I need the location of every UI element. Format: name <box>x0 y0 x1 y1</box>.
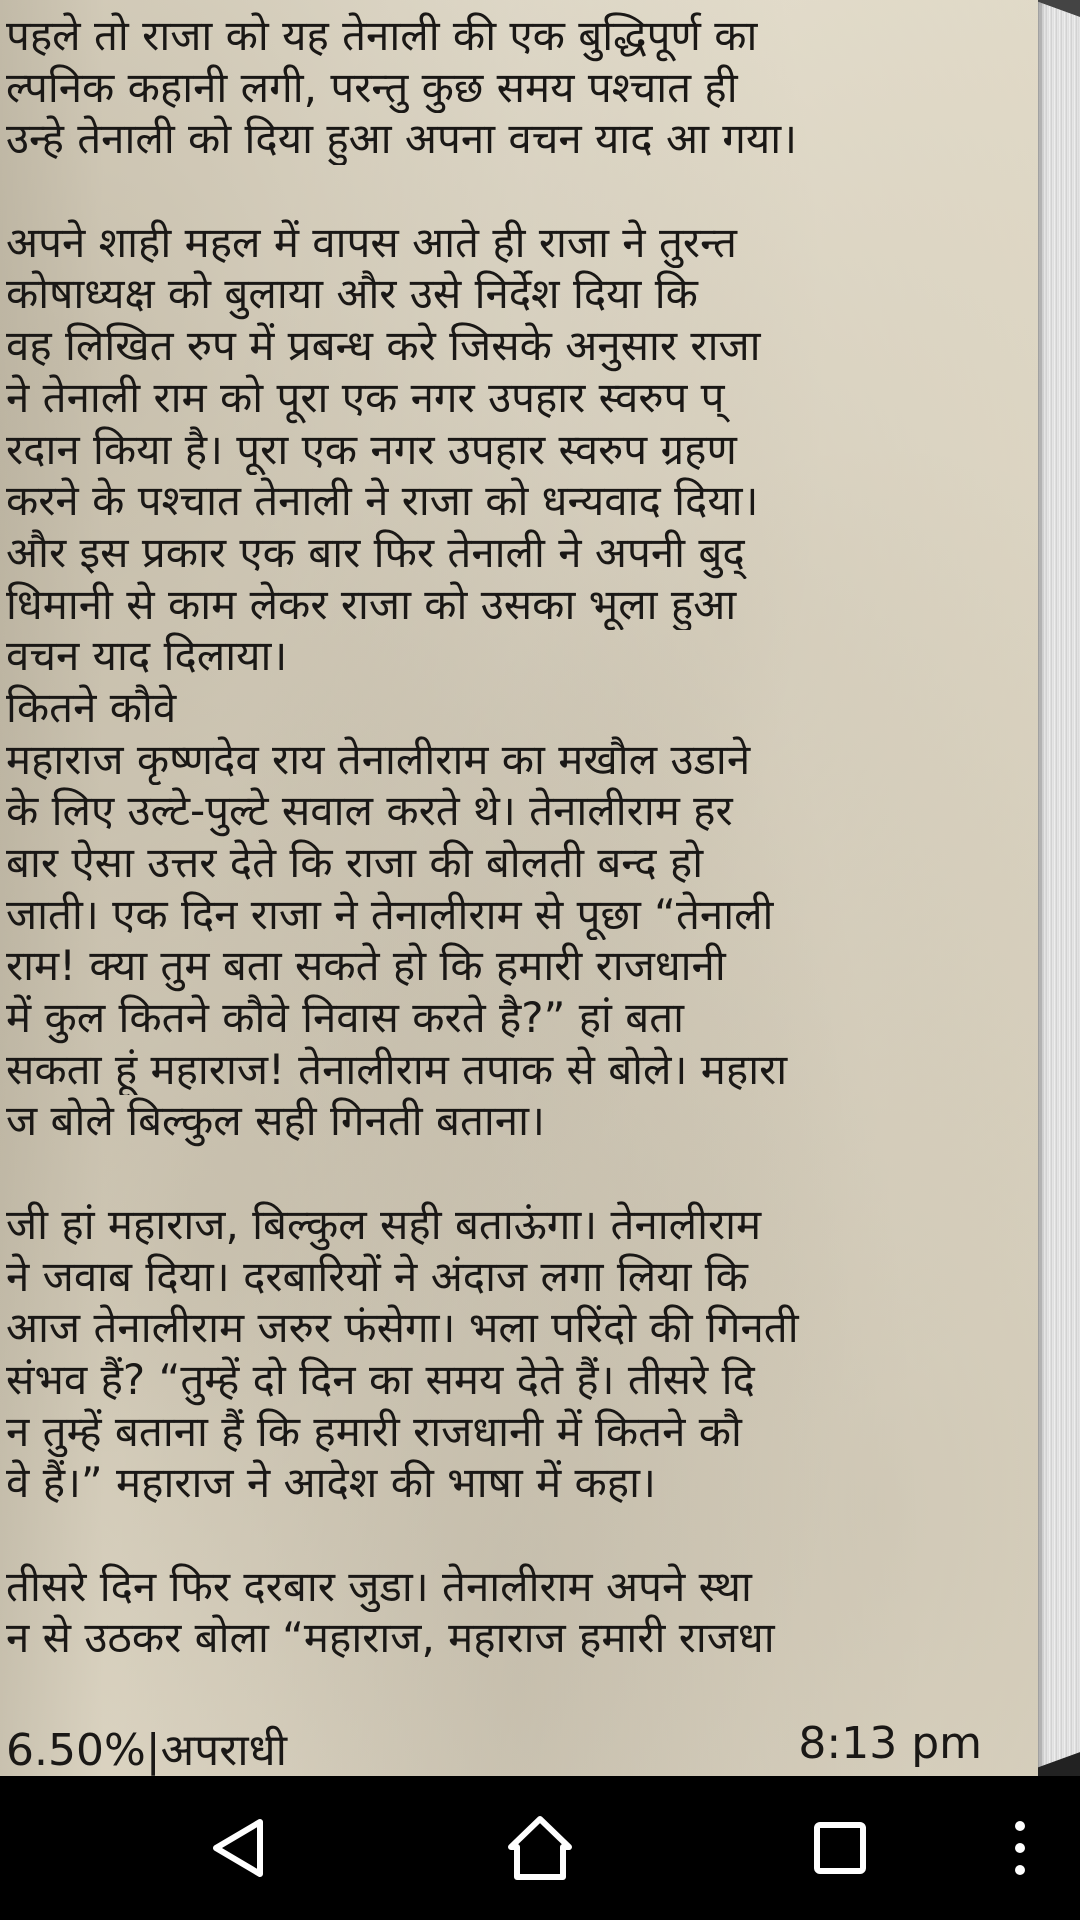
system-navigation-bar <box>0 1776 1080 1920</box>
home-outline-icon <box>505 1813 575 1883</box>
recents-square-icon <box>812 1820 868 1876</box>
home-button[interactable] <box>480 1776 600 1920</box>
reading-progress: 6.50%|अपराधी <box>6 1725 288 1776</box>
text-line: ने जवाब दिया। दरबारियों ने अंदाज लगा लिया कि <box>6 1251 748 1301</box>
overflow-menu-button[interactable] <box>990 1776 1050 1920</box>
text-line: के लिए उल्टे-पुल्टे सवाल करते थे। तेनालीराम हर <box>6 786 733 836</box>
page-curl-top <box>1038 0 1080 22</box>
text-line: सकता हूं महाराज! तेनालीराम तपाक से बोले। महारा <box>6 1044 788 1094</box>
clock-time: 8:13 pm <box>798 1718 982 1769</box>
text-line: जाती। एक दिन राजा ने तेनालीराम से पूछा “तेनाली <box>6 889 774 939</box>
page-curl-bottom <box>1038 1742 1080 1776</box>
text-line: ज बोले बिल्कुल सही गिनती बताना। <box>6 1096 545 1146</box>
text-line: उन्हे तेनाली को दिया हुआ अपना वचन याद आ गया। <box>6 114 798 164</box>
text-line: में कुल कितने कौवे निवास करते है?” हां बता <box>6 993 685 1043</box>
text-line: राम! क्या तुम बता सकते हो कि हमारी राजधानी <box>6 941 726 991</box>
text-line: अपने शाही महल में वापस आते ही राजा ने तुरन्त <box>6 217 737 267</box>
text-line: जी हां महाराज, बिल्कुल सही बताऊंगा। तेनालीराम <box>6 1199 762 1249</box>
text-line: कोषाध्यक्ष को बुलाया और उसे निर्देश दिया कि <box>6 269 698 319</box>
back-button[interactable] <box>180 1776 300 1920</box>
text-line: रदान किया है। पूरा एक नगर उपहार स्वरुप ग्रहण <box>6 424 737 474</box>
text-line: न से उठकर बोला “महाराज, महाराज हमारी राजधा <box>6 1613 775 1663</box>
text-line <box>6 165 1038 217</box>
text-line: न तुम्हें बताना हैं कि हमारी राजधानी में कितने कौ <box>6 1406 742 1456</box>
text-line: करने के पश्चात तेनाली ने राजा को धन्यवाद दिया। <box>6 476 759 526</box>
text-line: पहले तो राजा को यह तेनाली की एक बुद्धिपूर्ण का <box>6 11 758 60</box>
overflow-menu-icon <box>1010 1818 1030 1878</box>
text-line: ने तेनाली राम को पूरा एक नगर उपहार स्वरुप प् <box>6 372 725 422</box>
recents-button[interactable] <box>780 1776 900 1920</box>
reader-text <box>6 10 1038 1664</box>
text-line <box>6 1509 1038 1561</box>
text-line: और इस प्रकार एक बार फिर तेनाली ने अपनी बुद् <box>6 527 745 577</box>
page-stack-edge <box>1038 0 1080 1776</box>
text-line <box>6 1147 1038 1199</box>
text-line: वचन याद दिलाया। <box>6 631 288 681</box>
text-line: तीसरे दिन फिर दरबार जुडा। तेनालीराम अपने स्था <box>6 1561 752 1611</box>
text-line: ल्पनिक कहानी लगी, परन्तु कुछ समय पश्चात ही <box>6 62 738 112</box>
back-triangle-icon <box>208 1816 272 1880</box>
text-line: बार ऐसा उत्तर देते कि राजा की बोलती बन्द हो <box>6 838 704 887</box>
text-line: धिमानी से काम लेकर राजा को उसका भूला हुआ <box>6 579 737 629</box>
text-line: संभव हैं? “तुम्हें दो दिन का समय देते हैं। तीसरे दि <box>6 1354 755 1404</box>
text-line: वह लिखित रुप में प्रबन्ध करे जिसके अनुसार राजा <box>6 321 761 371</box>
text-line: कितने कौवे <box>6 682 177 732</box>
text-line: आज तेनालीराम जरुर फंसेगा। भला परिंदो की गिनती <box>6 1303 799 1353</box>
text-line: वे हैं।” महाराज ने आदेश की भाषा में कहा। <box>6 1458 656 1508</box>
text-line: महाराज कृष्णदेव राय तेनालीराम का मखौल उडाने <box>6 734 751 784</box>
